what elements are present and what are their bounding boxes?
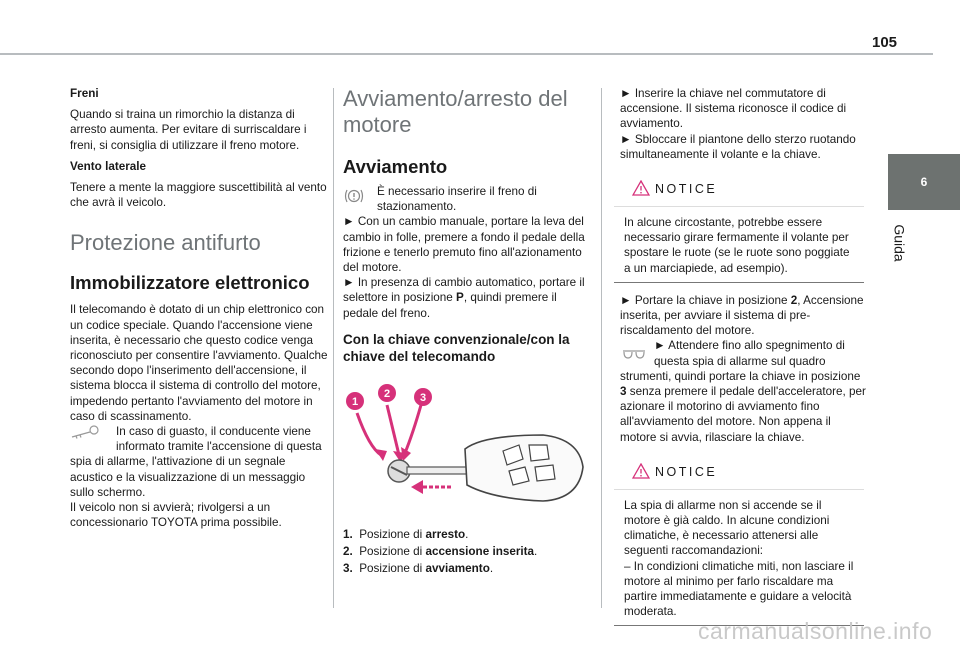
freni-heading: Freni [70, 87, 99, 100]
immobilizzatore-heading: Immobilizzatore elettronico [70, 272, 310, 294]
parking-brake-icon [343, 188, 365, 204]
warning-triangle-icon [632, 463, 650, 479]
glow-plug-icon [622, 348, 646, 362]
key-warning-icon [70, 425, 100, 439]
arrow-position-2 [387, 405, 399, 455]
column-1 [70, 86, 328, 536]
warning-triangle-icon [632, 180, 650, 196]
attendere-text: strumenti, quindi portare la chiave in posizione 3 senza premere il pedale dell'acceleratore, per azionare il motorino di avviamento fino all'avviamento del motore. Non appena il motore si avvia, rilasciare la chiave. [620, 369, 866, 444]
notice-box-2 [614, 453, 864, 627]
top-rule [0, 53, 933, 55]
list-item: 1. Posizione di arresto. [343, 527, 469, 541]
guasto-text: informato tramite l'accensione di questa spia di allarme, l'attivazione di un segnale acustico e la visualizzazione di un messaggio sullo schermo. [70, 440, 322, 499]
column-divider-2 [601, 88, 602, 608]
chapter-number: 6 [920, 175, 928, 189]
notice-box-1 [614, 170, 864, 283]
arrow-position-3 [405, 405, 421, 453]
notice-label: NOTICE [655, 182, 718, 197]
vento-text: Tenere a mente la maggiore suscettibilità al vento che avrà il veicolo. [70, 181, 327, 210]
chiave-heading: Con la chiave convenzionale/con la chiave del telecomando [343, 331, 570, 364]
vento-heading: Vento laterale [70, 159, 147, 173]
chapter-tab[interactable] [888, 154, 960, 210]
freno-note: È necessario inserire il freno di stazionamento. [343, 184, 595, 214]
chapter-title: Guida [891, 224, 908, 262]
svg-text:3: 3 [419, 391, 427, 404]
column-3 [620, 86, 870, 626]
arrow-position-1 [357, 413, 381, 455]
avviamento-heading: Avviamento [343, 156, 448, 177]
inserire-text: ► Inserire la chiave nel commutatore di accensione. Il sistema riconosce il codice di avviamento. [620, 87, 847, 131]
guasto-block [70, 424, 328, 500]
key-blade [407, 467, 467, 474]
guasto-first-line: In caso di guasto, il conducente viene [116, 425, 311, 439]
section-heading: Avviamento/arresto del motore [343, 86, 568, 137]
freni-text: Quando si traina un rimorchio la distanza di arresto aumenta. Per evitare di surriscaldare i freni, si consiglia di utilizzare il freno motore. [70, 108, 307, 152]
notice-text: La spia di allarme non si accende se il motore è già caldo. In alcune condizioni climatiche, è necessario attenersi alle seguenti raccomandazioni: – In condizioni climatiche miti, non lasciare il motore al minimo per farlo riscaldare ma partire immediatamente e guidare a velocità moderata. [614, 489, 864, 626]
notice-label: NOTICE [655, 464, 718, 479]
portare-text: ► Portare la chiave in posizione 2, Accensione inserita, per avviare il sistema di pre-riscaldamento del motore. [620, 293, 864, 338]
page-number: 105 [872, 34, 898, 51]
column-divider-1 [333, 88, 334, 608]
protezione-heading: Protezione antifurto [70, 230, 261, 256]
position-list [343, 527, 595, 577]
list-item: 3. Posizione di avviamento. [343, 562, 494, 576]
list-item: 2. Posizione di accensione inserita. [343, 545, 538, 559]
svg-text:2: 2 [383, 387, 391, 400]
key-ignition-illustration [343, 377, 595, 517]
svg-text:1: 1 [351, 395, 359, 408]
column-2 [343, 86, 595, 578]
manuale-text: ► Con un cambio manuale, portare la leva del cambio in folle, premere a fondo il pedale della frizione e tenerlo premuto fino all'azionamento del motore. [343, 215, 585, 275]
veicolo-text: Il veicolo non si avvierà; rivolgersi a un concessionario TOYOTA prima possibile. [70, 501, 282, 530]
watermark: carmanualsonline.info [698, 618, 933, 644]
sbloccare-text: ► Sbloccare il piantone dello sterzo ruotando simultaneamente il volante e la chiave. [620, 132, 856, 161]
immobilizzatore-text: Il telecomando è dotato di un chip elettronico con un codice speciale. Quando l'accensione viene inserita, è necessario che questo codice venga riconosciuto per consentire l'avviamento. Qualche secondo dopo l'inserimento dell'accensione, il sistema blocca il sistema di controllo del motore, impedendo pertanto l'avviamento del motore in caso di scassinamento. [70, 303, 328, 423]
automatico-text: ► In presenza di cambio automatico, portare il selettore in posizione P, quindi premere il pedale del freno. [343, 276, 585, 320]
notice-text: In alcune circostante, potrebbe essere necessario girare fermamente il volante per spostare le ruote (se le ruote sono poggiate a un marciapiede, ad esempio). [614, 206, 864, 282]
attendere-block: ► Attendere fino allo spegnimento di questa spia di allarme sul quadro [620, 338, 870, 368]
